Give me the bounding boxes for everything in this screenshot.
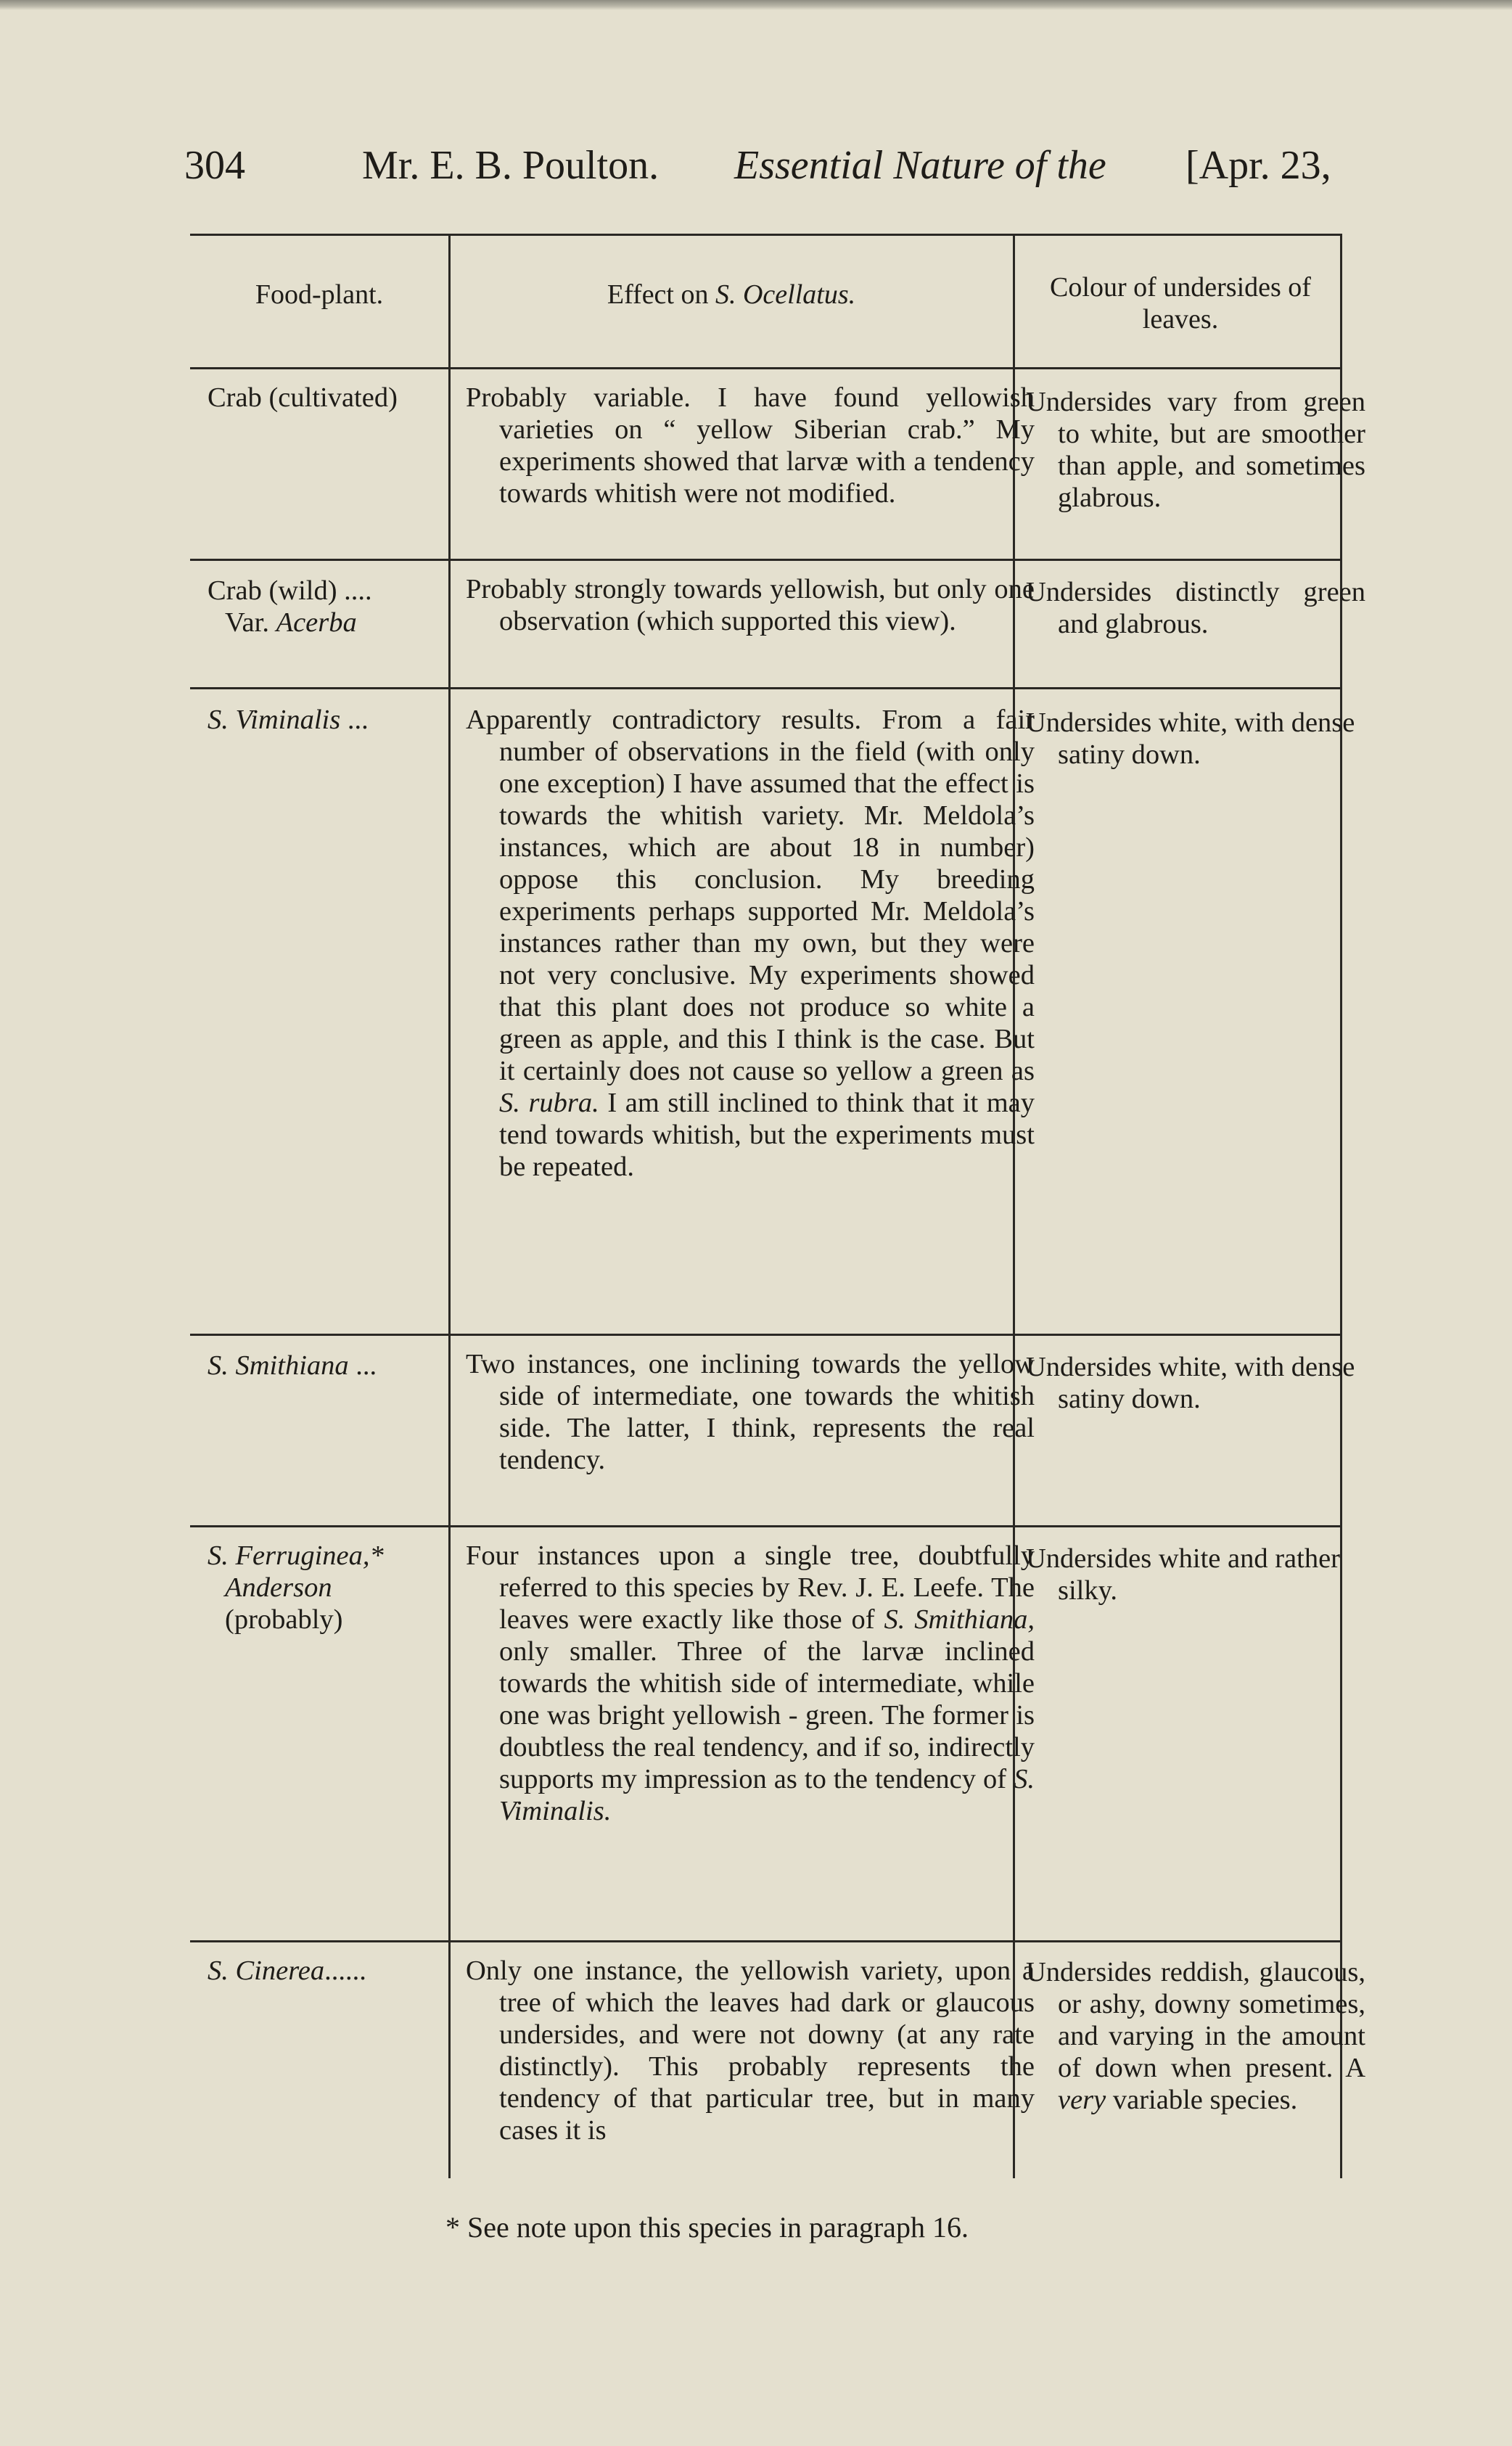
column-divider [1013,234,1015,2178]
column-divider [448,234,451,2178]
row-rule [190,1525,1342,1527]
footnote: * See note upon this species in paragraph 16. [445,2211,969,2244]
table-row-effect: Probably variable. I have found yellowish varieties on “ yellow Siberian crab.” My experiments showed that larvæ with a tendency towards whitish were not modified. [466,382,1035,509]
table-row-food-plant: Crab (wild) .... Var. Acerba [208,575,372,638]
table-row-food-plant: Crab (cultivated) [208,382,398,413]
table-row-food-plant: S. Viminalis ... [208,705,369,735]
table-right-edge [1340,234,1342,2178]
row-rule [190,1334,1342,1336]
header-bottom-rule [190,367,1342,369]
page-number: 304 [184,143,245,188]
row-rule [190,687,1342,689]
table-row-colour: Undersides white, with dense satiny down. [1026,1352,1355,1414]
table-row-food-plant: S. Cinerea...... [208,1955,366,1986]
food-plant-table [190,234,1365,2178]
table-row-colour: Undersides distinctly green and glabrous. [1026,577,1365,639]
table-row-colour: Undersides vary from green to white, but are smoother than apple, and sometimes glabrous. [1026,387,1365,513]
table-row-effect: Four instances upon a single tree, doubtfully referred to this species by Rev. J. E. Leefe. The leaves were exactly like those of S. Smithiana, only smaller. Three of the larvæ inclined towards the whitish side of intermediate, while one was bright yellowish - green. The former is doubtless the real tendency, and if so, indirectly supports my impression as to the tendency of S. Viminalis. [466,1540,1035,1826]
table-row-effect: Only one instance, the yellowish variety, upon a tree of which the leaves had dark or glaucous undersides, and were not downy (at any rate distinctly). This probably represents the tendency of that particular tree, but in many cases it is [466,1955,1035,2146]
table-row-colour: Undersides white and rather silky. [1026,1543,1340,1606]
header-date: [Apr. 23, [1186,143,1331,188]
table-top-rule [190,234,1342,236]
running-header [184,142,1352,208]
table-row-effect: Apparently contradictory results. From a fair number of observations in the field (with only one exception) I have assumed that the effect is towards the whitish variety. Mr. Meldola’s instances, which are about 18 in number) oppose this conclusion. My breeding experiments perhaps supported Mr. Meldola’s instances rather than my own, but they were not very conclusive. My experiments showed that this plant does not produce so white a green as apple, and this I think is the case. But it certainly does not cause so yellow a green as S. rubra. I am still inclined to think that it may tend towards whitish, but the experiments must be repeated. [466,705,1035,1182]
row-rule [190,559,1342,561]
table-row-colour: Undersides white, with dense satiny down. [1026,707,1355,770]
header-title: Essential Nature of the [734,143,1106,188]
table-row-effect: Two instances, one inclining towards the yellow side of intermediate, one towards the whitish side. The latter, I think, represents the real tendency. [466,1349,1035,1475]
column-header-food-plant: Food-plant. [255,279,384,310]
page-top-edge [0,0,1512,10]
table-row-food-plant: S. Smithiana ... [208,1350,377,1381]
table-row-colour: Undersides reddish, glaucous, or ashy, downy sometimes, and varying in the amount of down when present. A very variable species. [1026,1957,1365,2115]
table-row-effect: Probably strongly towards yellowish, but only one observation (which supported this view). [466,574,1035,636]
column-header-effect: Effect on S. Ocellatus. [607,279,856,310]
column-header-colour: Colour of undersides of leaves. [1050,272,1311,335]
table-row-food-plant: S. Ferruginea,* Anderson (probably) [208,1540,384,1635]
header-author: Mr. E. B. Poulton. [362,143,660,188]
row-rule [190,1940,1342,1942]
